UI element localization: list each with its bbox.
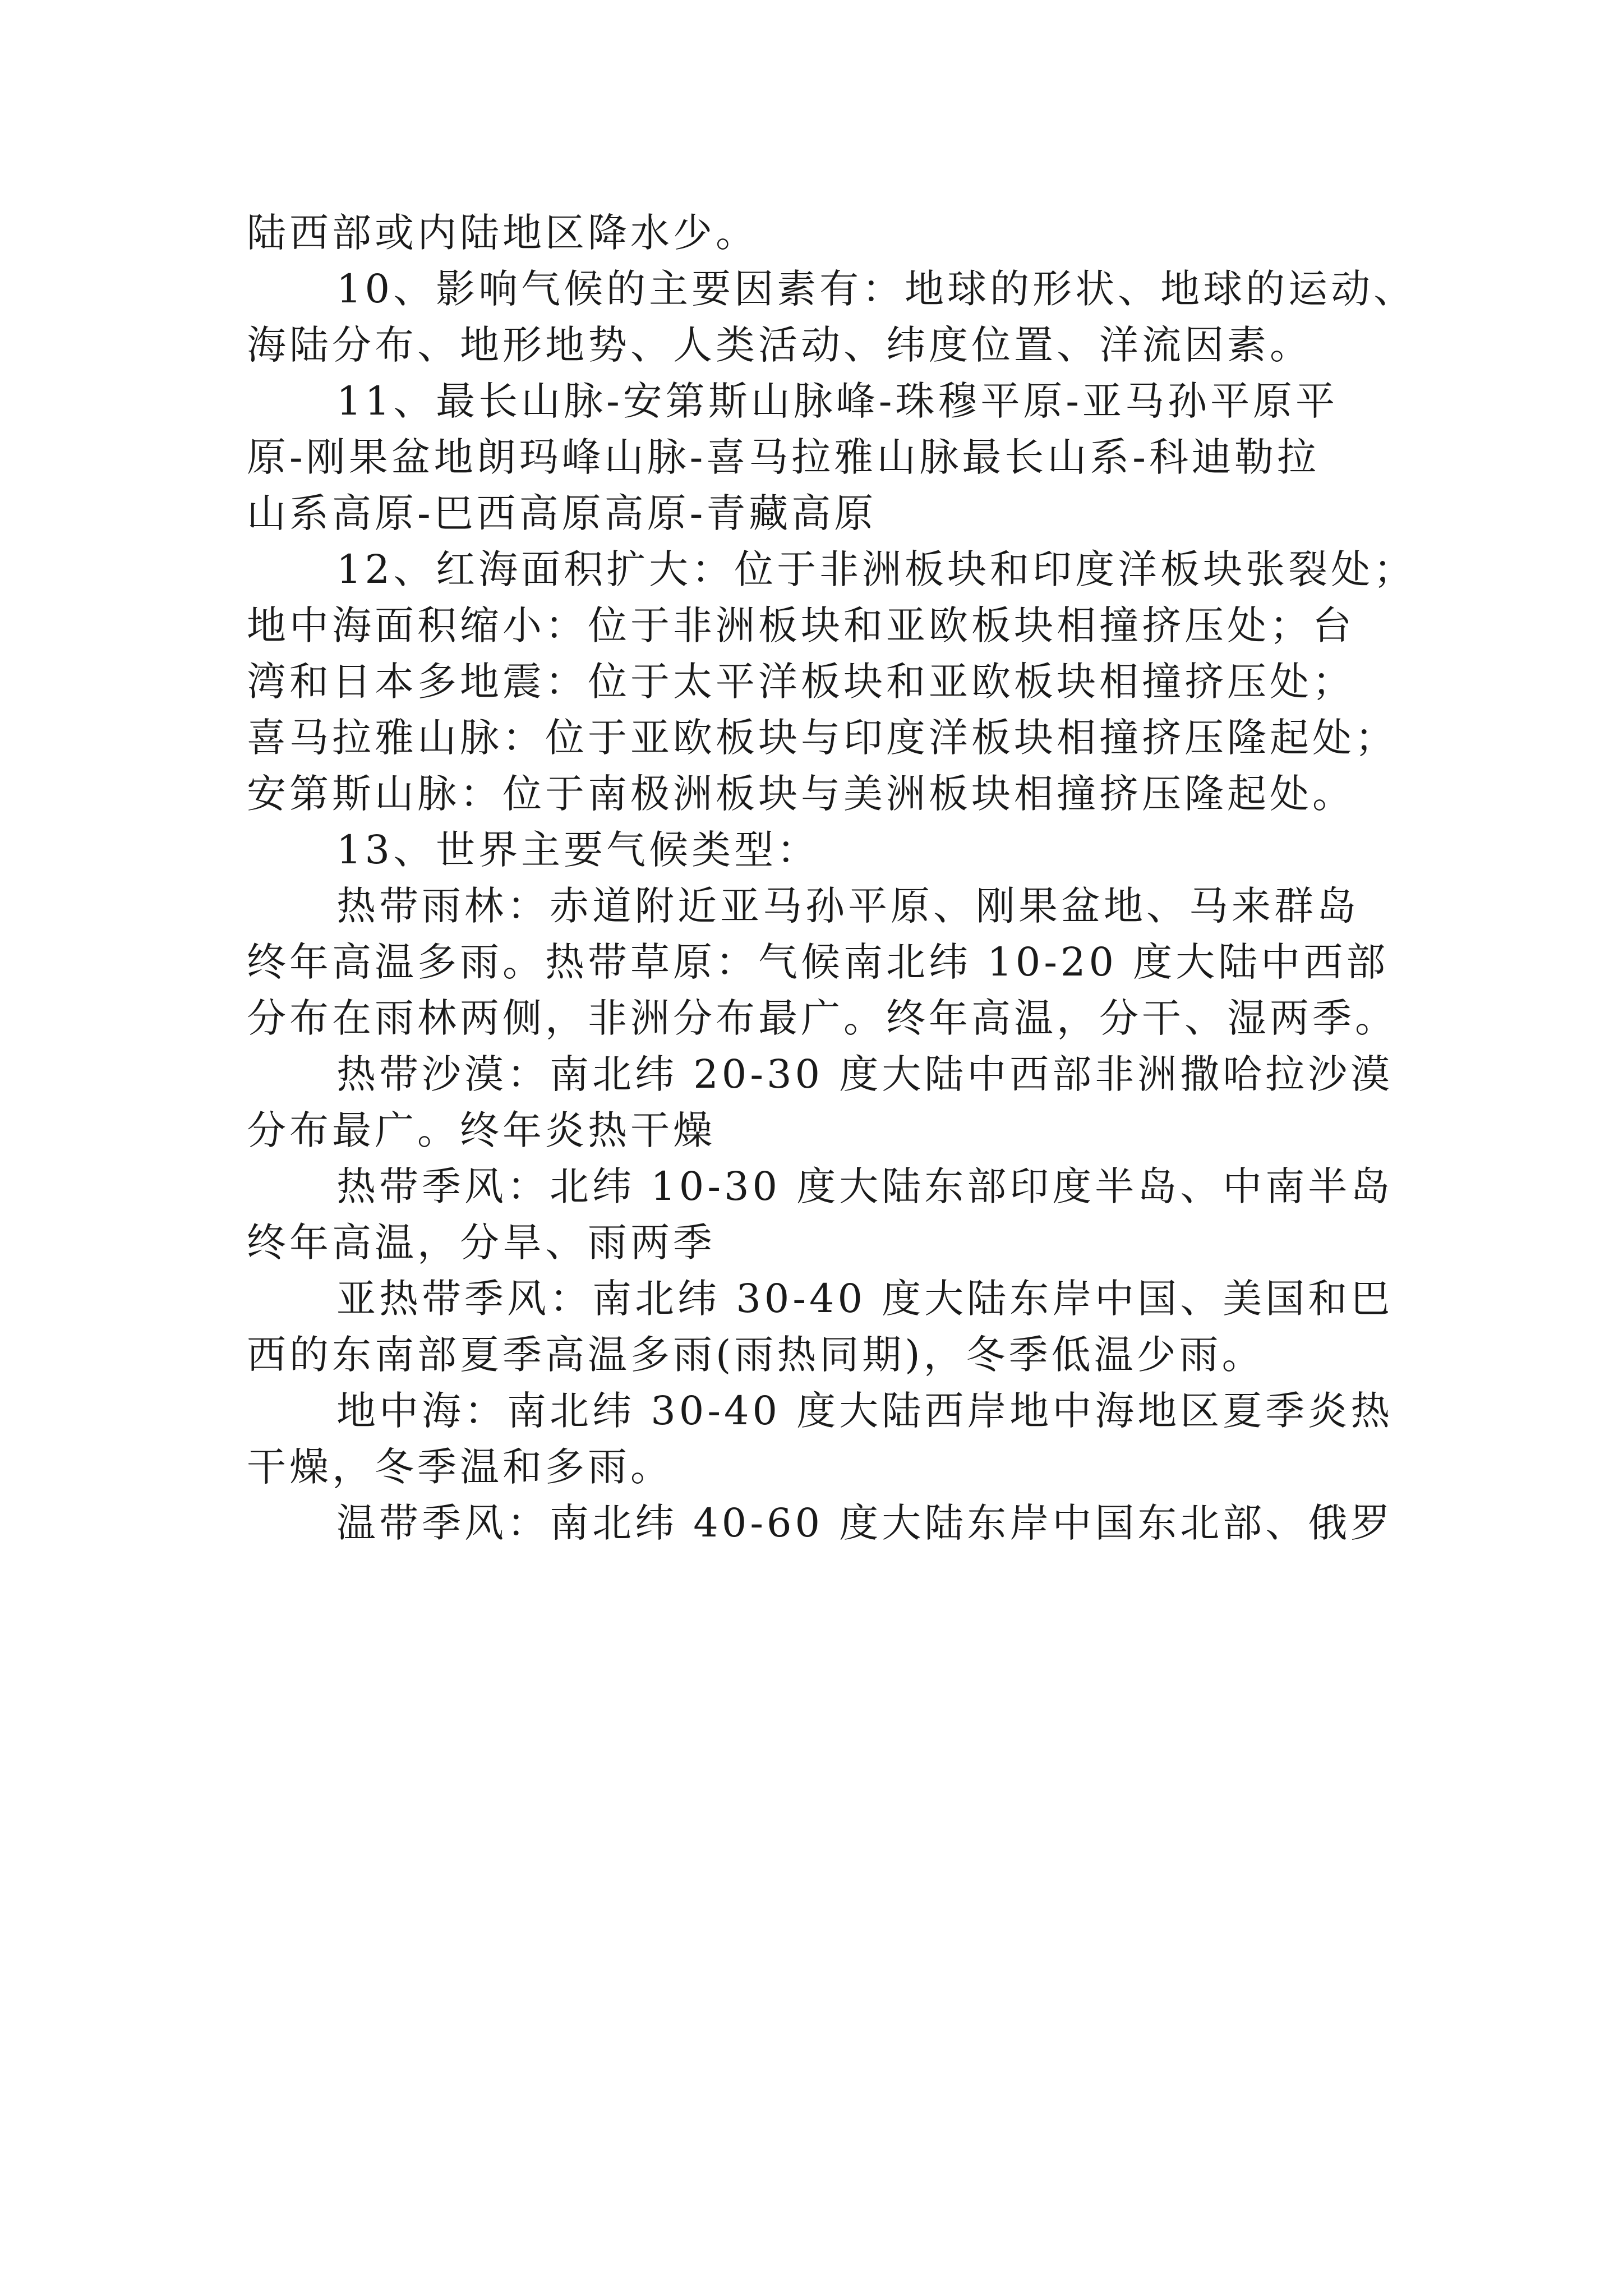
text-line: 终年高温多雨。热带草原：气候南北纬 10-20 度大陆中西部 (247, 939, 1389, 985)
text-line: 安第斯山脉：位于南极洲板块与美洲板块相撞挤压隆起处。 (247, 771, 1355, 817)
text-line: 热带雨林：赤道附近亚马孙平原、刚果盆地、马来群岛 (336, 883, 1359, 929)
text-line: 亚热带季风：南北纬 30-40 度大陆东岸中国、美国和巴 (336, 1276, 1394, 1322)
text-line: 分布最广。终年炎热干燥 (247, 1107, 716, 1153)
text-line: 陆西部或内陆地区降水少。 (247, 210, 758, 256)
text-line: 喜马拉雅山脉：位于亚欧板块与印度洋板块相撞挤压隆起处； (247, 715, 1398, 761)
text-line: 终年高温，分旱、雨两季 (247, 1220, 716, 1266)
text-line: 10、影响气候的主要因素有：地球的形状、地球的运动、 (336, 266, 1417, 312)
text-line: 西的东南部夏季高温多雨(雨热同期)，冬季低温少雨。 (247, 1332, 1265, 1378)
text-line: 热带季风：北纬 10-30 度大陆东部印度半岛、中南半岛 (336, 1163, 1394, 1209)
text-line: 干燥，冬季温和多雨。 (247, 1444, 673, 1490)
text-line: 地中海：南北纬 30-40 度大陆西岸地中海地区夏季炎热 (336, 1388, 1394, 1434)
text-line: 热带沙漠：南北纬 20-30 度大陆中西部非洲撒哈拉沙漠 (336, 1051, 1394, 1097)
text-line: 11、最长山脉-安第斯山脉峰-珠穆平原-亚马孙平原平 (336, 378, 1339, 424)
document-body (247, 205, 1417, 1551)
text-line: 海陆分布、地形地势、人类活动、纬度位置、洋流因素。 (247, 322, 1312, 368)
text-line: 湾和日本多地震：位于太平洋板块和亚欧板块相撞挤压处； (247, 659, 1355, 705)
text-line: 13、世界主要气候类型： (336, 827, 820, 873)
text-line: 地中海面积缩小：位于非洲板块和亚欧板块相撞挤压处；台 (247, 602, 1355, 648)
text-line: 山系高原-巴西高原高原-青藏高原 (247, 490, 877, 536)
text-line: 原-刚果盆地朗玛峰山脉-喜马拉雅山脉最长山系-科迪勒拉 (247, 434, 1320, 480)
text-line: 12、红海面积扩大：位于非洲板块和印度洋板块张裂处； (336, 546, 1417, 592)
text-line: 温带季风：南北纬 40-60 度大陆东岸中国东北部、俄罗 (336, 1500, 1394, 1546)
text-line: 分布在雨林两侧，非洲分布最广。终年高温，分干、湿两季。 (247, 995, 1398, 1041)
